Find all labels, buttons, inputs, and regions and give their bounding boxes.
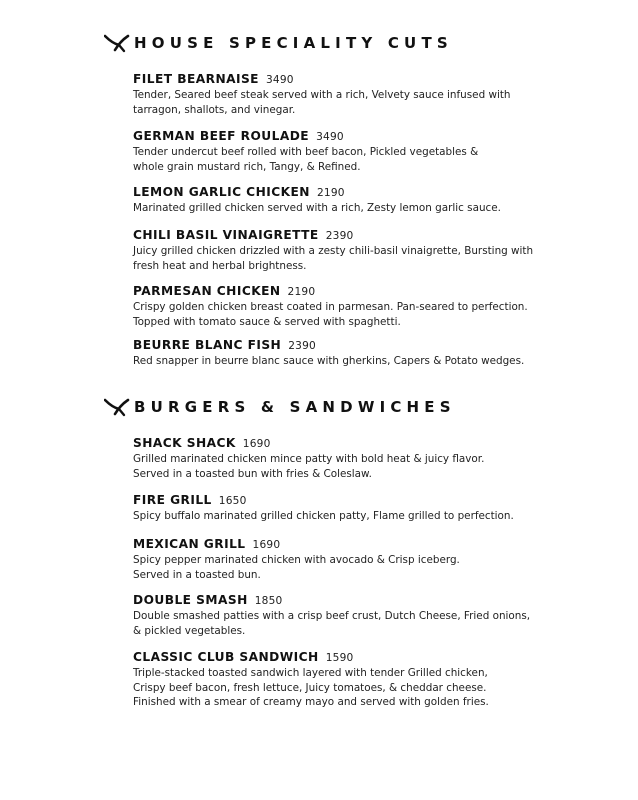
menu-item (133, 591, 553, 638)
item-name: MEXICAN GRILL (133, 537, 246, 551)
item-price: 1690 (242, 438, 271, 450)
section-header (104, 33, 453, 53)
item-price: 3490 (316, 131, 344, 143)
knife-fork-icon (104, 397, 130, 417)
section-title: BURGERS & SANDWICHES (134, 398, 456, 416)
item-name: BEURRE BLANC FISH (133, 338, 282, 352)
menu-item (133, 491, 553, 524)
menu-item (133, 226, 553, 273)
item-name: FILET BEARNAISE (133, 72, 259, 86)
item-name: PARMESAN CHICKEN (133, 284, 281, 298)
menu-item (133, 535, 553, 582)
menu-item (133, 434, 553, 481)
knife-fork-icon (104, 33, 130, 53)
item-description: Tender undercut beef rolled with beef bacon, Pickled vegetables & whole grain mustard rich, Tangy, & Refined. (133, 146, 479, 173)
section-title: HOUSE SPECIALITY CUTS (134, 34, 453, 52)
item-description: Double smashed patties with a crisp beef crust, Dutch Cheese, Fried onions, & pickled vegetables. (133, 610, 531, 637)
item-description: Grilled marinated chicken mince patty with bold heat & juicy flavor. Served in a toasted bun with fries & Coleslaw. (133, 453, 485, 480)
menu-item (133, 70, 553, 117)
section-header (104, 397, 456, 417)
menu-item (133, 282, 553, 329)
item-name: CLASSIC CLUB SANDWICH (133, 650, 319, 664)
item-price: 1690 (252, 539, 281, 551)
item-description: Spicy pepper marinated chicken with avocado & Crisp iceberg. Served in a toasted bun. (133, 554, 460, 581)
item-name: GERMAN BEEF ROULADE (133, 129, 310, 143)
item-description: Crispy golden chicken breast coated in parmesan. Pan-seared to perfection. Topped with tomato sauce & served with spaghetti. (133, 301, 528, 328)
item-price: 2190 (316, 187, 345, 199)
item-description: Juicy grilled chicken drizzled with a zesty chili-basil vinaigrette, Bursting with fresh heat and herbal brightness. (133, 245, 534, 272)
item-description: Marinated grilled chicken served with a rich, Zesty lemon garlic sauce. (133, 202, 501, 214)
item-name: FIRE GRILL (133, 493, 212, 507)
item-description: Triple-stacked toasted sandwich layered with tender Grilled chicken, Crispy beef bacon, fresh lettuce, Juicy tomatoes, & cheddar cheese. Finished with a smear of creamy mayo and served with golden fries. (133, 667, 489, 709)
item-price: 2390 (288, 340, 316, 352)
item-price: 1650 (218, 495, 247, 507)
menu-item (133, 183, 553, 216)
item-name: CHILI BASIL VINAIGRETTE (133, 228, 319, 242)
item-description: Tender, Seared beef steak served with a rich, Velvety sauce infused with tarragon, shallots, and vinegar. (133, 89, 511, 116)
item-price: 1850 (254, 595, 283, 607)
item-description: Red snapper in beurre blanc sauce with gherkins, Capers & Potato wedges. (133, 355, 525, 367)
menu-item (133, 648, 553, 710)
item-price: 2190 (287, 286, 316, 298)
item-name: SHACK SHACK (133, 436, 236, 450)
item-price: 3490 (265, 74, 294, 86)
menu-item (133, 336, 553, 369)
item-description: Spicy buffalo marinated grilled chicken patty, Flame grilled to perfection. (133, 510, 514, 522)
menu-item (133, 127, 553, 174)
item-price: 1590 (325, 652, 354, 664)
item-price: 2390 (325, 230, 354, 242)
item-name: LEMON GARLIC CHICKEN (133, 185, 310, 199)
item-name: DOUBLE SMASH (133, 593, 248, 607)
